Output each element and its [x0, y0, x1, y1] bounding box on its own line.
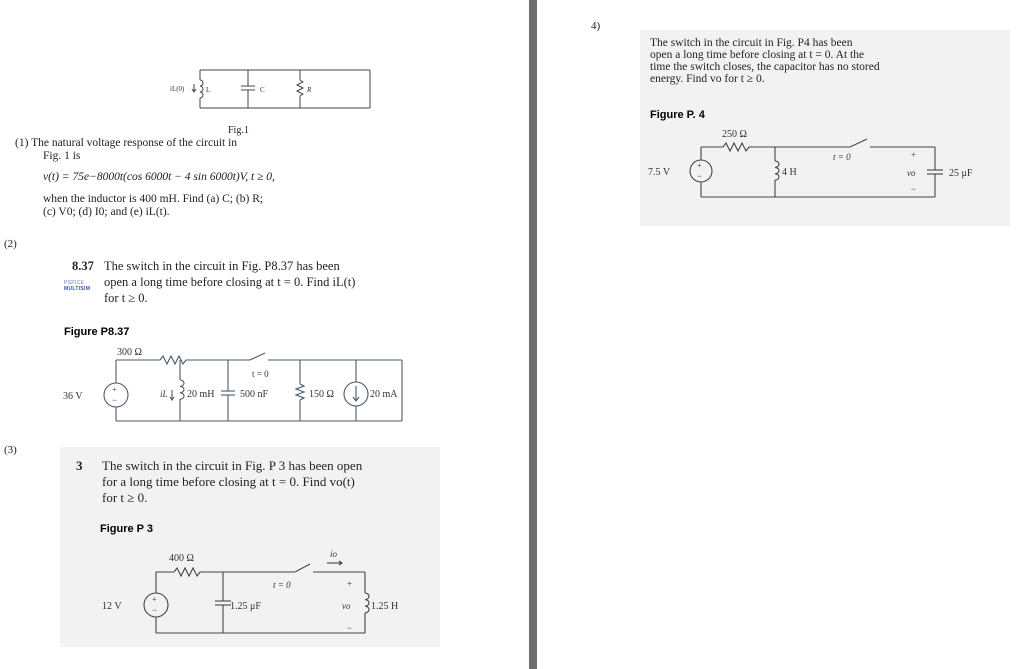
- p3-minus-label: −: [347, 623, 353, 633]
- p837-inductor-label: 20 mH: [187, 389, 215, 400]
- fig1-resistor-label: R: [307, 86, 312, 94]
- problem2-line3: for t ≥ 0.: [104, 291, 148, 305]
- p837-capacitor-label: 500 nF: [240, 389, 269, 400]
- figure-p4-title: Figure P. 4: [650, 109, 705, 121]
- figure-p4-circuit: [645, 125, 1015, 215]
- p3-inductor-label: 1.25 H: [371, 601, 399, 612]
- svg-text:+: +: [112, 385, 117, 394]
- svg-text:+: +: [697, 161, 702, 170]
- svg-text:−: −: [697, 171, 703, 181]
- fig1-inductor-label: L: [206, 86, 211, 94]
- figure-p837-title: Figure P8.37: [64, 326, 130, 338]
- figure-p3-title: Figure P 3: [100, 523, 153, 535]
- problem3-number: 3: [76, 458, 83, 473]
- problem2-number: 8.37: [72, 259, 94, 273]
- p4-inductor-label: 4 H: [782, 167, 797, 178]
- p4-plus-label: +: [911, 150, 917, 160]
- fig1-capacitor-label: C: [260, 86, 265, 94]
- p3-source-label: 12 V: [102, 601, 122, 612]
- problem2-line2: open a long time before closing at t = 0. Find iL(t): [104, 275, 356, 289]
- fig1-current-label: iL(0): [170, 85, 185, 93]
- p4-resistor-label: 250 Ω: [722, 129, 747, 140]
- problem3-line3: for t ≥ 0.: [102, 490, 148, 505]
- problem4-line4: energy. Find vo for t ≥ 0.: [650, 73, 765, 85]
- p837-source-label: 36 V: [63, 391, 83, 402]
- problem4-line2: open a long time before closing at t = 0. At the: [650, 49, 865, 61]
- p3-current-label: io: [330, 549, 338, 559]
- problem4-line3: time the switch closes, the capacitor has no stored: [650, 61, 880, 73]
- problem4-marker: 4): [591, 20, 601, 32]
- problem1-line2: Fig. 1 is: [43, 150, 81, 162]
- fig1-circuit: [150, 62, 390, 122]
- problem2-line1: The switch in the circuit in Fig. P8.37 has been: [104, 259, 340, 273]
- p837-switch-label: t = 0: [252, 369, 269, 379]
- problem3-line2: for a long time before closing at t = 0. Find vo(t): [102, 474, 355, 489]
- problem1-equation: v(t) = 75e−8000t(cos 6000t − 4 sin 6000t)V, t ≥ 0,: [43, 171, 275, 183]
- figure-p3-circuit: [90, 545, 420, 645]
- svg-text:−: −: [112, 395, 118, 405]
- p837-resistor1-label: 300 Ω: [117, 347, 142, 358]
- p837-current-label: iL: [160, 389, 168, 399]
- p3-voltage-label: vo: [342, 601, 351, 611]
- p4-source-label: 7.5 V: [648, 167, 671, 178]
- problem2-marker: (2): [4, 238, 17, 250]
- p4-switch-label: t = 0: [833, 152, 851, 162]
- p4-capacitor-label: 25 μF: [949, 168, 973, 179]
- problem1-line4: when the inductor is 400 mH. Find (a) C; (b) R;: [43, 193, 264, 205]
- figure-p837-circuit: [60, 340, 420, 430]
- fig1-caption: Fig.1: [228, 125, 249, 136]
- page-divider: [529, 0, 537, 669]
- problem1-line5: (c) V0; (d) I0; and (e) iL(t).: [43, 206, 170, 218]
- p837-current-source-label: 20 mA: [370, 389, 398, 400]
- svg-text:+: +: [152, 595, 157, 604]
- problem3-marker: (3): [4, 444, 17, 456]
- p3-plus-label: +: [347, 579, 353, 589]
- p837-resistor2-label: 150 Ω: [309, 389, 334, 400]
- problem3-line1: The switch in the circuit in Fig. P 3 has been open: [102, 458, 363, 473]
- svg-text:−: −: [152, 605, 158, 615]
- pspice-logo: PSPICE MULTISIM: [64, 280, 91, 292]
- p3-switch-label: t = 0: [273, 580, 291, 590]
- problem4-line1: The switch in the circuit in Fig. P4 has been: [650, 37, 853, 49]
- p3-resistor-label: 400 Ω: [169, 553, 194, 564]
- p4-voltage-label: vo: [907, 168, 916, 178]
- problem1-line1: (1) The natural voltage response of the circuit in: [15, 137, 238, 149]
- p4-minus-label: −: [911, 184, 917, 194]
- p3-capacitor-label: 1.25 μF: [230, 601, 261, 612]
